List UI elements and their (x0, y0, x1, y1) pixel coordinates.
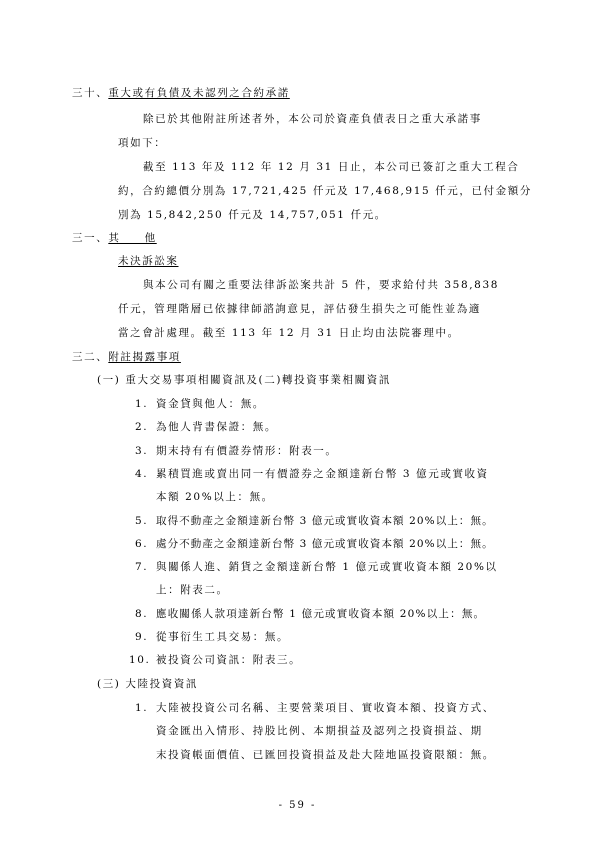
list-item-number: 6. (135, 538, 149, 550)
section-31-heading (72, 231, 157, 245)
page-number: - 59 - (278, 800, 317, 811)
list-item-continuation: 資金匯出入情形、持股比例、本期損益及認列之投資損益、期 (156, 725, 483, 737)
list-item-number: 8. (135, 608, 149, 620)
list-item: 處分不動產之金額達新台幣 3 億元或實收資本額 20%以上：無。 (156, 538, 494, 550)
list-item: 取得不動產之金額達新台幣 3 億元或實收資本額 20%以上：無。 (156, 515, 494, 527)
list-item: 應收關係人款項達新台幣 1 億元或實收資本額 20%以上：無。 (156, 608, 486, 620)
list-item: 被投資公司資訊：附表三。 (156, 654, 302, 666)
section-title: 附註揭露事項 (108, 351, 181, 363)
list-item-continuation: 末投資帳面價值、已匯回投資損益及赴大陸地區投資限額：無。 (156, 749, 495, 761)
group-heading: (一) 重大交易事項相關資訊及(二)轉投資事業相關資訊 (97, 374, 391, 386)
paragraph-line: 約，合約總價分別為 17,721,425 仟元及 17,468,915 仟元，已付金額分 (118, 185, 532, 197)
list-item-number: 10. (129, 654, 151, 666)
paragraph-line: 與本公司有關之重要法律訴訟案共計 5 件，要求給付共 358,838 (143, 279, 500, 291)
paragraph-line: 仟元，管理階層已依據律師諮詢意見，評估發生損失之可能性並為適 (118, 303, 481, 315)
list-item: 期末持有有價證券情形：附表一。 (156, 445, 338, 457)
list-item: 大陸被投資公司名稱、主要營業項目、實收資本額、投資方式、 (156, 702, 495, 714)
list-item-number: 3. (135, 445, 149, 457)
paragraph-line: 當之會計處理。截至 113 年 12 月 31 日止均由法院審理中。 (118, 327, 460, 339)
group-heading: (三) 大陸投資資訊 (97, 678, 199, 690)
list-item: 與關係人進、銷貨之金額達新台幣 1 億元或實收資本額 20%以 (156, 561, 498, 573)
list-item: 累積買進或賣出同一有價證券之金額達新台幣 3 億元或實收資 (156, 468, 489, 480)
list-item-number: 1. (135, 398, 149, 410)
section-number: 三一、 (72, 232, 109, 244)
list-item-number: 5. (135, 515, 149, 527)
list-item: 從事衍生工具交易：無。 (156, 631, 290, 643)
paragraph-line: 別為 15,842,250 仟元及 14,757,051 仟元。 (118, 209, 387, 221)
section-number: 三二、 (72, 351, 109, 363)
section-number: 三十、 (72, 87, 109, 99)
section-title: 重大或有負債及未認列之合約承諾 (108, 87, 290, 99)
list-item-number: 2. (135, 421, 149, 433)
paragraph-line: 除已於其他附註所述者外，本公司於資產負債表日之重大承諾事 (143, 113, 482, 125)
list-item: 資金貸與他人：無。 (156, 398, 265, 410)
section-title: 其 他 (108, 232, 157, 244)
list-item-number: 4. (135, 468, 149, 480)
list-item-number: 7. (135, 561, 149, 573)
list-item-continuation: 本額 20%以上：無。 (156, 491, 274, 503)
paragraph-line: 項如下： (118, 137, 167, 149)
paragraph-line: 截至 113 年及 112 年 12 月 31 日止，本公司已簽訂之重大工程合 (143, 161, 520, 173)
list-item-number: 9. (135, 631, 149, 643)
list-item-number: 1. (135, 702, 149, 714)
section-30-heading (72, 86, 290, 100)
list-item: 為他人背書保證：無。 (156, 421, 277, 433)
subsection-title: 未決訴訟案 (118, 255, 179, 267)
section-32-heading (72, 350, 181, 364)
list-item-continuation: 上：附表二。 (156, 584, 229, 596)
